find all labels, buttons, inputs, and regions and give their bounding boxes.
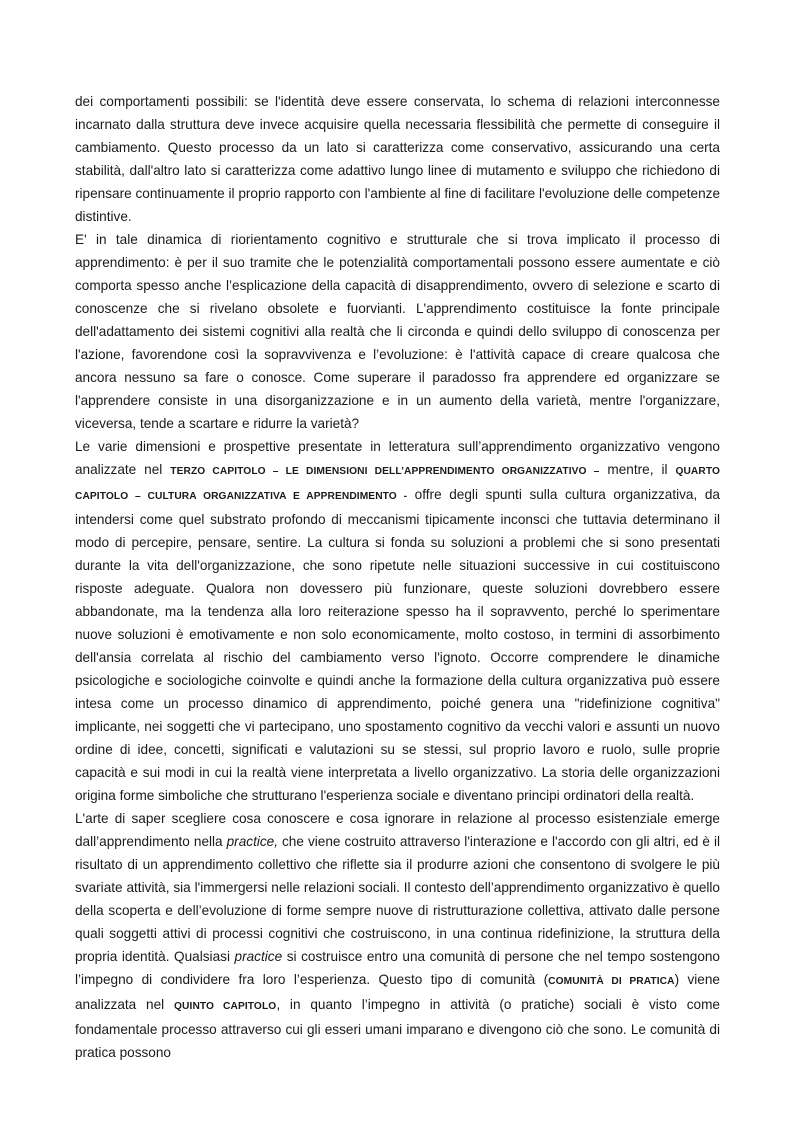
text-run: E' in tale dinamica di riorientamento cognitivo e strutturale che si trova implicato il processo di apprendimento: è per il suo tramite che le potenzialità comportamentali possono essere aumentate e ciò comporta spesso anche l’esplicazione della capacità di disapprendimento, ovvero di selezione e scarto di conoscenze che si rivelano obsolete e fuorvianti. L'apprendimento costituisce la fonte principale dell'adattamento dei sistemi cognitivi alla realtà che li circonda e quindi dello sviluppo di conoscenza per l'azione, favorendone così la sopravvivenza e l’evoluzione: è l'attività capace di creare qualcosa che ancora nessuno sa fare o conosce. Come superare il paradosso fra apprendere ed organizzare se l'apprendere consiste in una disorganizzazione e in un aumento della varietà, mentre l'organizzare, viceversa, tende a scartare e ridurre la varietà? [75, 232, 720, 431]
text-run: che viene costruito attraverso l'interazione e l'accordo con gli altri, ed è il risultato di un apprendimento collettivo che riflette sia il produrre azioni che consentono di svolgere le più svariate attività, sia l'immergersi nelle relazioni sociali. Il contesto dell’apprendimento organizzativo è quello della scoperta e dell’evoluzione di forme sempre nuove di ristrutturazione collettiva, attivato dalle persone quali soggetti attivi di processi cognitivi che costruiscono, in una continua ridefinizione, la struttura della propria identità. Qualsiasi [75, 834, 720, 964]
text-run: ) viene analizzata nel [75, 972, 720, 1012]
chapter-reference-fifth: QUINTO CAPITOLO [174, 1001, 277, 1012]
paragraph-identity-conservation [75, 90, 720, 228]
document-page [75, 90, 720, 1064]
paragraph-organizational-culture [75, 435, 720, 807]
term-practice: practice, [226, 834, 278, 849]
text-run: mentre, il [599, 462, 676, 477]
text-run: offre degli spunti sulla cultura organizzativa, da intendersi come quel substrato profondo di meccanismi tipicamente inconsci che tuttavia determinano il modo di percepire, pensare, sentire. La cultura si fonda su soluzioni a problemi che si sono presentati durante la vita dell'organizzazione, che sono ripetute nelle situazioni successive in cui costituiscono risposte adeguate. Qualora non dovessero più funzionare, queste soluzioni dovrebbero essere abbandonate, ma la tendenza alla loro reiterazione spesso ha il sopravvento, perché lo sperimentare nuove soluzioni è emotivamente e non solo economicamente, molto costoso, in termini di assorbimento dell'ansia correlata al rischio del cambiamento verso l'ignoto. Occorre comprendere le dinamiche psicologiche e sociologiche coinvolte e quindi anche la formazione della cultura organizzativa può essere intesa come un processo dinamico di apprendimento, poiché genera una "ridefinizione cognitiva" implicante, nei soggetti che vi partecipano, uno spostamento cognitivo da vecchi valori e assunti un nuovo ordine di idee, concetti, significati e valutazioni su se stessi, sul proprio lavoro e ruolo, sulle proprie capacità e sui modi in cui la realtà viene interpretata a livello organizzativo. La storia delle organizzazioni origina forme simboliche che strutturano l'esperienza sociale e diventano principi ordinatori della realtà. [75, 487, 720, 803]
paragraph-learning-process [75, 228, 720, 435]
text-run: , in quanto l’impegno in attività (o pratiche) sociali è visto come fondamentale processo attraverso cui gli esseri umani imparano e divengono ciò che sono. Le comunità di pratica possono [75, 997, 720, 1060]
term-practice: practice [234, 949, 283, 964]
text-run: si costruisce entro una comunità di persone che nel tempo sostengono l’impegno di condividere fra loro l’esperienza. Questo tipo di comunità ( [75, 949, 720, 987]
chapter-reference-fourth: QUARTO CAPITOLO – CULTURA ORGANIZZATIVA E APPRENDIMENTO - [75, 466, 720, 502]
paragraph-communities-of-practice [75, 807, 720, 1064]
text-run: dei comportamenti possibili: se l'identità deve essere conservata, lo schema di relazioni interconnesse incarnato dalla struttura deve invece acquisire quella necessaria flessibilità che permette di conseguire il cambiamento. Questo processo da un lato si caratterizza come conservativo, assicurando una certa stabilità, dall'altro lato si caratterizza come adattivo lungo linee di mutamento e sviluppo che richiedono di ripensare continuamente il proprio rapporto con l'ambiente al fine di facilitare l'evoluzione delle competenze distintive. [75, 94, 720, 224]
chapter-reference-third: TERZO CAPITOLO – LE DIMENSIONI DELL’APPRENDIMENTO ORGANIZZATIVO – [170, 466, 600, 477]
text-run: Le varie dimensioni e prospettive presentate in letteratura sull’apprendimento organizzativo vengono analizzate nel [75, 439, 720, 477]
text-run: L'arte di saper scegliere cosa conoscere e cosa ignorare in relazione al processo esistenziale emerge dall’apprendimento nella [75, 811, 720, 849]
term-communities-of-practice: COMUNITÀ DI PRATICA [548, 976, 675, 987]
